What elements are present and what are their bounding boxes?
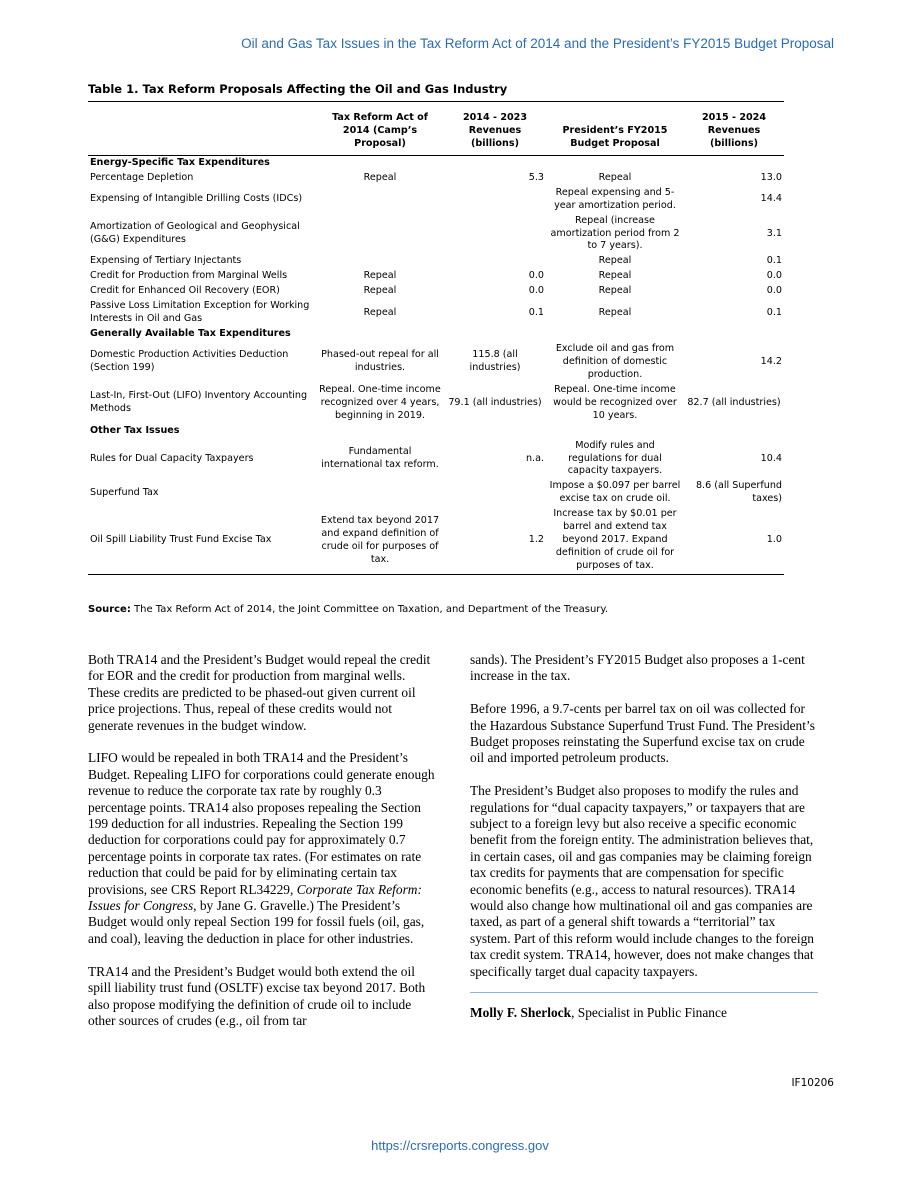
table-row bbox=[88, 186, 784, 214]
revenue-cell: 1.2 bbox=[528, 534, 544, 546]
revenue-cell: 0.0 bbox=[766, 285, 782, 297]
revenue-cell: 79.1 (all industries) bbox=[448, 396, 542, 408]
header-tra14: Tax Reform Act of 2014 (Camp’s Proposal) bbox=[332, 112, 428, 149]
revenue-cell: 115.8 (all industries) bbox=[469, 349, 521, 374]
budget-cell: Modify rules and regulations for dual capacity taxpayers. bbox=[567, 439, 663, 477]
running-header: Oil and Gas Tax Issues in the Tax Reform Act of 2014 and the President’s FY2015 Budget Proposal bbox=[241, 36, 834, 51]
revenue-cell: 5.3 bbox=[528, 171, 544, 183]
row-label: Last-In, First-Out (LIFO) Inventory Accounting Methods bbox=[90, 390, 308, 415]
paragraph: Before 1996, a 9.7-cents per barrel tax on oil was collected for the Hazardous Substance Superfund Trust Fund. The President’s Budget proposes reinstating the Superfund excise tax on crude oil and imported petroleum products. bbox=[470, 701, 815, 766]
section-title: Generally Available Tax Expenditures bbox=[90, 328, 291, 340]
revenue-cell bbox=[444, 214, 546, 255]
author-title: , Specialist in Public Finance bbox=[571, 1005, 727, 1021]
tra14-cell: Repeal bbox=[363, 285, 397, 297]
section-row bbox=[88, 424, 784, 439]
revenue-cell: 82.7 (all industries) bbox=[687, 396, 781, 408]
section-row bbox=[88, 327, 784, 342]
row-label: Domestic Production Activities Deduction (Section 199) bbox=[90, 349, 289, 374]
author-name: Molly F. Sherlock bbox=[470, 1005, 572, 1021]
tra14-cell bbox=[316, 186, 444, 214]
paragraph-text: , by Jane G. Gravelle.) The President’s Budget would only repeal Section 199 for fossil fuels (oil, gas, and coal), leaving the deduction in place for other industries. bbox=[88, 898, 425, 946]
revenue-cell: 0.1 bbox=[766, 306, 782, 318]
section-row bbox=[88, 155, 784, 170]
document-id: IF10206 bbox=[791, 1077, 834, 1089]
header-revenue-2015-2024: 2015 - 2024 Revenues (billions) bbox=[701, 112, 767, 149]
table-title: Table 1. Tax Reform Proposals Affecting the Oil and Gas Industry bbox=[88, 82, 508, 96]
revenue-cell bbox=[444, 479, 546, 507]
author-line bbox=[470, 992, 818, 1021]
paragraph: Both TRA14 and the President’s Budget would repeal the credit for EOR and the credit for production from marginal wells. These credits are predicted to be phased-out given current oil price projections. Thus, repeal of these credits would not generate revenues in the budget window. bbox=[88, 652, 431, 733]
budget-cell: Repeal expensing and 5-year amortization period. bbox=[554, 186, 676, 211]
header-presidents-budget: President’s FY2015 Budget Proposal bbox=[562, 124, 668, 149]
revenue-cell: n.a. bbox=[525, 452, 544, 464]
header-revenue-2014-2023: 2014 - 2023 Revenues (billions) bbox=[462, 112, 528, 149]
budget-cell: Repeal bbox=[598, 285, 632, 297]
header-item bbox=[88, 102, 316, 156]
table-row bbox=[88, 254, 784, 269]
tra14-cell: Repeal bbox=[363, 171, 397, 183]
tra14-cell: Fundamental international tax reform. bbox=[321, 446, 439, 470]
table-row bbox=[88, 214, 784, 255]
budget-cell: Impose a $0.097 per barrel excise tax on crude oil. bbox=[549, 480, 681, 505]
table-row bbox=[88, 342, 784, 383]
paragraph: sands). The President’s FY2015 Budget also proposes a 1-cent increase in the tax. bbox=[470, 652, 805, 684]
tra14-cell bbox=[316, 479, 444, 507]
budget-cell: Repeal bbox=[598, 255, 632, 267]
tra14-cell bbox=[316, 214, 444, 255]
row-label: Amortization of Geological and Geophysical (G&G) Expenditures bbox=[90, 221, 300, 245]
budget-cell: Repeal bbox=[598, 306, 632, 318]
revenue-cell: 0.0 bbox=[528, 270, 544, 282]
section-title: Other Tax Issues bbox=[90, 424, 180, 436]
table-row bbox=[88, 299, 784, 327]
source-label: Source: bbox=[88, 604, 131, 615]
report-title: Corporate Tax Reform: Issues for Congress bbox=[88, 881, 422, 914]
revenue-cell: 0.1 bbox=[766, 255, 782, 267]
revenue-cell: 14.2 bbox=[760, 355, 782, 367]
paragraph: The President’s Budget also proposes to modify the rules and regulations for “dual capacity taxpayers,” or taxpayers that are subject to a foreign levy but also receive a specific economic benefit from the foreign entity. The administration believes that, in certain cases, oil and gas companies may be claiming foreign tax credits for payments that are compensation for specific economic benefits (e.g., access to natural resources). TRA14 would also change how multinational oil and gas companies are taxed, as part of a general shift towards a “territorial” tax system. Part of this reform would include changes to the foreign tax credit system. TRA14, however, does not make changes that specifically target dual capacity taxpayers. bbox=[470, 783, 814, 979]
table-row bbox=[88, 171, 784, 186]
revenue-cell: 3.1 bbox=[766, 227, 782, 239]
row-label: Oil Spill Liability Trust Fund Excise Tax bbox=[90, 534, 272, 546]
tra14-cell: Repeal bbox=[363, 306, 397, 318]
paragraph-text: LIFO would be repealed in both TRA14 and the President’s Budget. Repealing LIFO for corporations could generate enough revenue to reduce the corporate tax rate by roughly 0.3 percentage points. TRA14 also proposes repealing the Section 199 deduction for all industries. Repealing the Section 199 deduction for corporations could pay for approximately 0.7 percentage points in corporate tax rates. (For estimates on rate reduction that could be paid for by eliminating certain tax provisions, see CRS Report RL34229, bbox=[88, 750, 435, 897]
row-label: Expensing of Tertiary Injectants bbox=[90, 255, 242, 267]
paragraph: TRA14 and the President’s Budget would both extend the oil spill liability trust fund (OSLTF) excise tax beyond 2017. Both also propose modifying the definition of crude oil to include other sources of crudes (e.g., oil from tar bbox=[88, 963, 426, 1028]
revenue-cell bbox=[444, 254, 546, 269]
body-column-right bbox=[470, 652, 818, 1022]
revenue-cell: 1.0 bbox=[766, 534, 782, 546]
tra14-cell: Phased-out repeal for all industries. bbox=[321, 349, 439, 374]
revenue-cell: 14.4 bbox=[760, 193, 782, 205]
budget-cell: Repeal bbox=[598, 171, 632, 183]
section-title: Energy-Specific Tax Expenditures bbox=[90, 156, 270, 168]
table-row bbox=[88, 269, 784, 284]
tax-proposals-table bbox=[88, 101, 784, 575]
tra14-cell: Repeal bbox=[363, 270, 397, 282]
budget-cell: Increase tax by $0.01 per barrel and extend tax beyond 2017. Expand definition of crude oil for purposes of tax. bbox=[553, 508, 677, 571]
revenue-cell bbox=[444, 186, 546, 214]
table-row bbox=[88, 439, 784, 480]
revenue-cell: 0.0 bbox=[528, 285, 544, 297]
footer-url[interactable]: https://crsreports.congress.gov bbox=[371, 1138, 549, 1153]
revenue-cell: 0.1 bbox=[528, 306, 544, 318]
row-label: Superfund Tax bbox=[90, 486, 159, 498]
budget-cell: Repeal. One-time income would be recognized over 10 years. bbox=[553, 383, 677, 421]
row-label: Percentage Depletion bbox=[90, 171, 194, 183]
table-row bbox=[88, 479, 784, 507]
revenue-cell: 0.0 bbox=[766, 270, 782, 282]
budget-cell: Repeal bbox=[598, 270, 632, 282]
tra14-cell bbox=[316, 254, 444, 269]
revenue-cell: 8.6 (all Superfund taxes) bbox=[695, 480, 782, 505]
revenue-cell: 13.0 bbox=[760, 171, 782, 183]
revenue-cell: 10.4 bbox=[760, 452, 782, 464]
row-label: Credit for Enhanced Oil Recovery (EOR) bbox=[90, 285, 280, 297]
tra14-cell: Repeal. One-time income recognized over 4 years, beginning in 2019. bbox=[319, 383, 441, 421]
row-label: Credit for Production from Marginal Wells bbox=[90, 270, 288, 282]
tra14-cell: Extend tax beyond 2017 and expand definition of crude oil for purposes of tax. bbox=[320, 514, 440, 565]
table-source-note bbox=[88, 604, 608, 615]
table-row bbox=[88, 383, 784, 424]
budget-cell: Repeal (increase amortization period from 2 to 7 years). bbox=[550, 214, 680, 252]
table-row bbox=[88, 507, 784, 574]
table-header-row bbox=[88, 102, 784, 156]
row-label: Passive Loss Limitation Exception for Working Interests in Oil and Gas bbox=[90, 300, 310, 325]
body-column-left bbox=[88, 652, 436, 1046]
row-label: Rules for Dual Capacity Taxpayers bbox=[90, 452, 254, 464]
table-row bbox=[88, 284, 784, 299]
paragraph bbox=[88, 750, 436, 947]
budget-cell: Exclude oil and gas from definition of domestic production. bbox=[555, 343, 675, 380]
source-text: The Tax Reform Act of 2014, the Joint Committee on Taxation, and Department of the Treasury. bbox=[130, 604, 609, 615]
row-label: Expensing of Intangible Drilling Costs (IDCs) bbox=[90, 193, 303, 205]
